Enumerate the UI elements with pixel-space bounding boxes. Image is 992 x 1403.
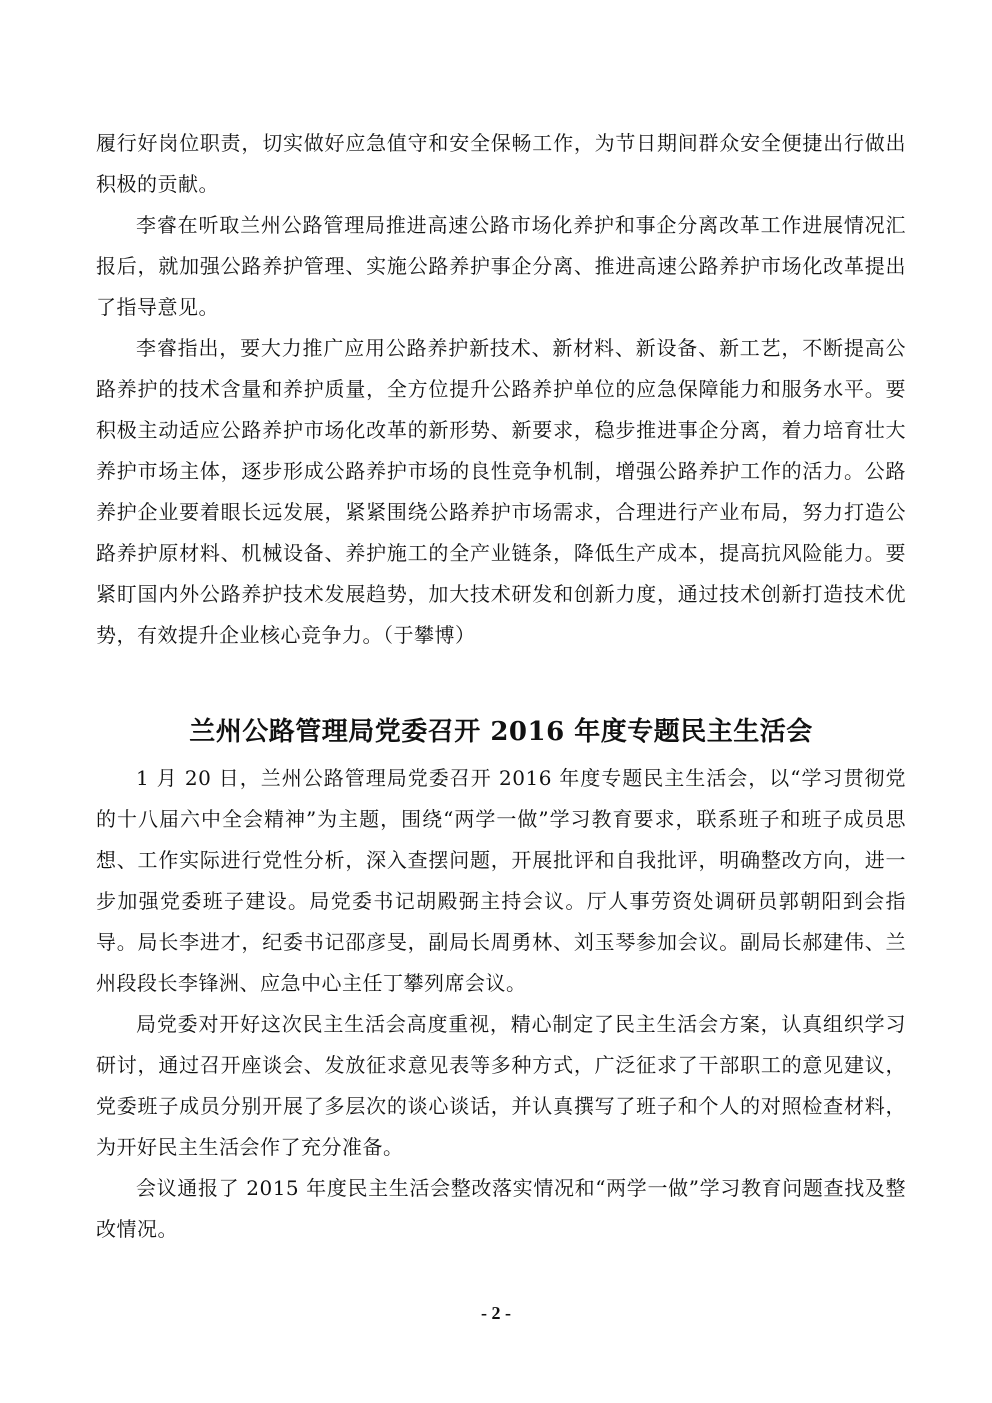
paragraph-meeting-preparation: 局党委对开好这次民主生活会高度重视，精心制定了民主生活会方案，认真组织学习研讨，通过召开座谈会、发放征求意见表等多种方式，广泛征求了干部职工的意见建议，党委班子成员分别开展了多层次的谈心谈话，并认真撰写了班子和个人的对照检查材料，为开好民主生活会作了充分准备。 xyxy=(96,1012,906,1159)
document-page xyxy=(96,123,906,1250)
paragraph-meeting-report: 会议通报了 2015 年度民主生活会整改落实情况和“两学一做”学习教育问题查找及整改情况。 xyxy=(96,1176,906,1241)
page-number: - 2 - xyxy=(481,1303,511,1323)
continued-paragraph: 履行好岗位职责，切实做好应急值守和安全保畅工作，为节日期间群众安全便捷出行做出积极的贡献。 xyxy=(96,131,906,196)
paragraph-li-rui-instructions: 李睿指出，要大力推广应用公路养护新技术、新材料、新设备、新工艺，不断提高公路养护的技术含量和养护质量，全方位提升公路养护单位的应急保障能力和服务水平。要积极主动适应公路养护市场化改革的新形势、新要求，稳步推进事企分离，着力培育壮大养护市场主体，逐步形成公路养护市场的良性竞争机制，增强公路养护工作的活力。公路养护企业要着眼长远发展，紧紧围绕公路养护市场需求，合理进行产业布局，努力打造公路养护原材料、机械设备、养护施工的全产业链条，降低生产成本，提高抗风险能力。要紧盯国内外公路养护技术发展趋势，加大技术研发和创新力度，通过技术创新打造技术优势，有效提升企业核心竞争力。（于攀博） xyxy=(96,336,906,647)
paragraph-meeting-summary: 1 月 20 日，兰州公路管理局党委召开 2016 年度专题民主生活会，以“学习贯彻党的十八届六中全会精神”为主题，围绕“两学一做”学习教育要求，联系班子和班子成员思想、工作实际进行党性分析，深入查摆问题，开展批评和自我批评，明确整改方向，进一步加强党委班子建设。局党委书记胡殿弼主持会议。厅人事劳资处调研员郭朝阳到会指导。局长李进才，纪委书记邵彦旻，副局长周勇林、刘玉琴参加会议。副局长郝建伟、兰州段段长李锋洲、应急中心主任丁攀列席会议。 xyxy=(96,766,906,995)
paragraph-li-rui-report: 李睿在听取兰州公路管理局推进高速公路市场化养护和事企分离改革工作进展情况汇报后，就加强公路养护管理、实施公路养护事企分离、推进高速公路养护市场化改革提出了指导意见。 xyxy=(96,213,906,319)
article-title: 兰州公路管理局党委召开 2016 年度专题民主生活会 xyxy=(189,717,813,747)
